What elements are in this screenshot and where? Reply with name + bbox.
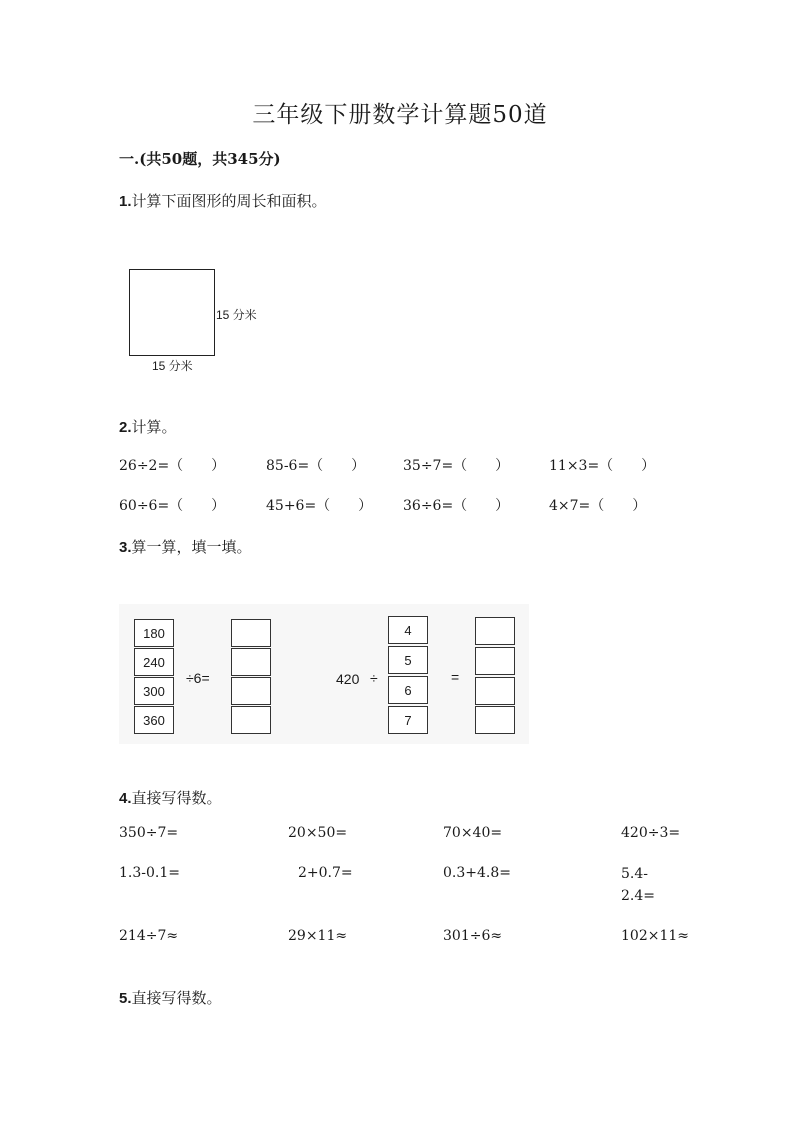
answer-cell[interactable]	[475, 647, 515, 675]
question-3	[119, 536, 252, 557]
problem: 0.3+4.8=	[443, 865, 511, 881]
dividend: 420	[336, 671, 360, 687]
fill-in-diagram	[119, 604, 529, 744]
question-number: 1.	[119, 193, 132, 210]
problem: 29×11≈	[288, 928, 348, 944]
answer-cell[interactable]	[231, 706, 271, 734]
question-number: 4.	[119, 790, 132, 807]
question-text: 直接写得数。	[131, 789, 222, 807]
divide-operator: ÷6=	[186, 670, 210, 686]
divisor-cell: 4	[388, 616, 428, 644]
value-cell: 360	[134, 706, 174, 734]
problem: 301÷6≈	[443, 928, 503, 944]
question-1	[119, 190, 327, 211]
answer-cell[interactable]	[475, 677, 515, 705]
answer-cell[interactable]	[231, 619, 271, 647]
equals-sign: =	[451, 669, 460, 685]
divisor-cell: 7	[388, 706, 428, 734]
problem: 35÷7=（ ）	[403, 458, 510, 474]
side-label-right: 15 分米	[216, 308, 257, 322]
question-text: 算一算，填一填。	[131, 538, 252, 556]
problem: 350÷7=	[119, 825, 179, 841]
value-cell: 300	[134, 677, 174, 705]
square-figure	[129, 269, 215, 356]
page-title: 三年级下册数学计算题50道	[252, 102, 548, 128]
problem: 420÷3=	[621, 825, 681, 841]
divide-sign: ÷	[370, 670, 378, 686]
divisor-cell: 5	[388, 646, 428, 674]
section-heading: 一.(共50题，共345分)	[119, 150, 281, 168]
problem: 4×7=（ ）	[549, 498, 647, 514]
answer-cell[interactable]	[231, 648, 271, 676]
problem: 214÷7≈	[119, 928, 179, 944]
problem: 1.3-0.1=	[119, 865, 180, 881]
value-cell: 180	[134, 619, 174, 647]
question-number: 3.	[119, 539, 132, 556]
value-cell: 240	[134, 648, 174, 676]
question-4	[119, 787, 222, 808]
question-text: 计算。	[131, 418, 177, 436]
question-2	[119, 416, 177, 437]
problem: 20×50=	[288, 825, 348, 841]
side-label-bottom: 15 分米	[152, 359, 193, 373]
problem: 2+0.7=	[298, 865, 353, 881]
problem: 26÷2=（ ）	[119, 458, 226, 474]
question-text: 计算下面图形的周长和面积。	[131, 192, 327, 210]
answer-cell[interactable]	[475, 706, 515, 734]
divisor-cell: 6	[388, 676, 428, 704]
problem: 11×3=（ ）	[549, 458, 656, 474]
question-number: 2.	[119, 419, 132, 436]
problem: 102×11≈	[621, 928, 689, 944]
answer-cell[interactable]	[231, 677, 271, 705]
question-text: 直接写得数。	[131, 989, 222, 1007]
problem: 36÷6=（ ）	[403, 498, 510, 514]
problem: 45+6=（ ）	[266, 498, 373, 514]
problem: 70×40=	[443, 825, 503, 841]
problem: 85-6=（ ）	[266, 458, 366, 474]
problem: 5.4-2.4=	[621, 866, 655, 904]
answer-cell[interactable]	[475, 617, 515, 645]
question-number: 5.	[119, 990, 132, 1007]
problem: 60÷6=（ ）	[119, 498, 226, 514]
question-5	[119, 987, 222, 1008]
